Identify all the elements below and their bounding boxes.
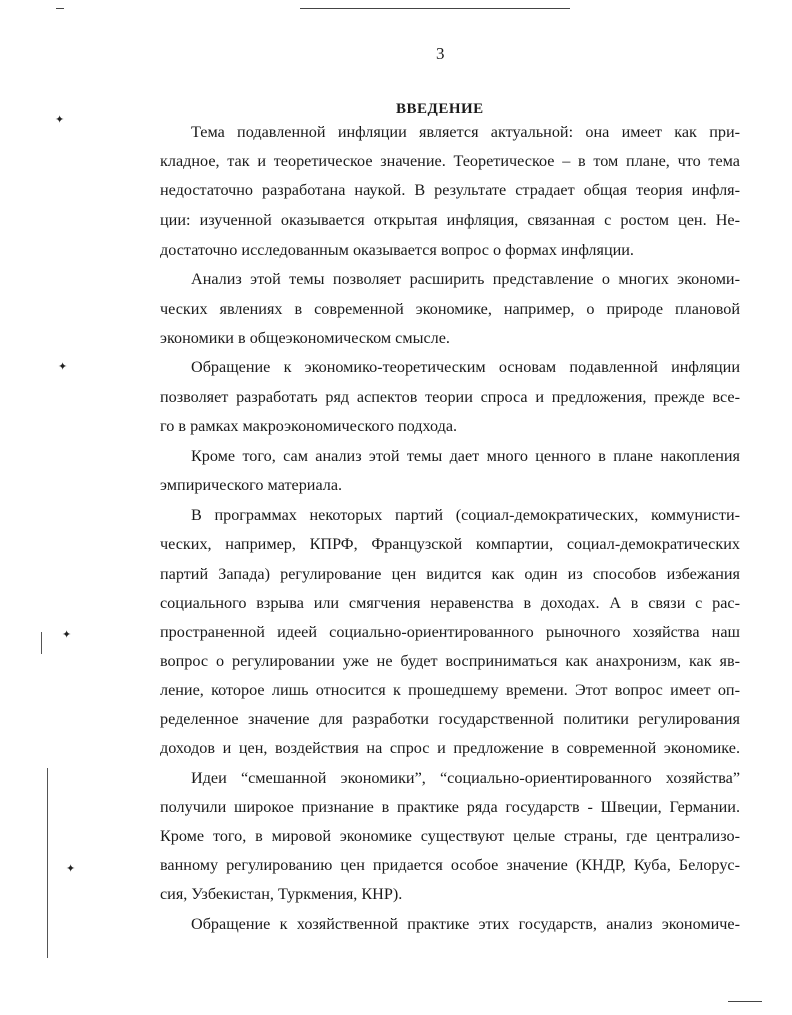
page-number: 3 <box>436 44 445 63</box>
margin-scan-bar <box>41 632 42 654</box>
text-line: Идеи “смешанной экономики”, “социально-ориентированного хозяйства” <box>191 769 740 787</box>
text-line: недостаточно разработана наукой. В результате страдает общая теория инфля- <box>160 181 740 199</box>
star-mark-icon: ✦ <box>58 361 68 373</box>
text-line: Обращение к экономико-теоретическим основам подавленной инфляции <box>191 358 740 376</box>
top-rule-main <box>300 8 570 9</box>
text-line: ределенное значение для разработки государственной политики регулирования <box>160 710 740 728</box>
text-line: Кроме того, в мировой экономике существуют целые страны, где централизо- <box>160 827 740 845</box>
text-line: Анализ этой темы позволяет расширить представление о многих экономи- <box>191 270 740 288</box>
text-line: В программах некоторых партий (социал-демократических, коммунисти- <box>191 506 740 524</box>
text-line: пространенной идеей социально-ориентированного рыночного хозяйства наш <box>160 623 740 641</box>
text-line: го в рамках макроэкономического подхода. <box>160 417 458 435</box>
bottom-dash <box>728 1001 762 1002</box>
text-line: получили широкое признание в практике ряда государств - Швеции, Германии. <box>160 798 740 816</box>
star-mark-icon: ✦ <box>55 114 65 126</box>
text-line: Кроме того, сам анализ этой темы дает много ценного в плане накопления <box>191 447 740 465</box>
text-line: ции: изученной оказывается открытая инфляция, связанная с ростом цен. Не- <box>160 211 740 229</box>
top-rule-left <box>56 8 64 9</box>
margin-scan-bar <box>47 768 48 958</box>
text-line: позволяет разработать ряд аспектов теории спроса и предложения, прежде все- <box>160 388 740 406</box>
text-line: социального взрыва или смягчения неравенства в доходах. А в связи с рас- <box>160 594 740 612</box>
text-line: ческих, например, КПРФ, Французской компартии, социал-демократических <box>160 535 740 553</box>
text-line: партий Запада) регулирование цен видится как один из способов избежания <box>160 565 740 583</box>
text-line: ческих явлениях в современной экономике, например, о природе плановой <box>160 300 740 318</box>
text-line: ление, которое лишь относится к прошедшему времени. Этот вопрос имеет оп- <box>160 681 740 699</box>
text-line: вопрос о регулировании уже не будет восприниматься как анахронизм, как яв- <box>160 652 740 670</box>
text-line: экономики в общеэкономическом смысле. <box>160 329 450 347</box>
text-line: сия, Узбекистан, Туркмения, КНР). <box>160 885 403 903</box>
text-line: ванному регулированию цен придается особое значение (КНДР, Куба, Белорус- <box>160 856 740 874</box>
star-mark-icon: ✦ <box>62 629 72 641</box>
page-title: ВВЕДЕНИЕ <box>396 101 484 117</box>
text-line: эмпирического материала. <box>160 476 343 494</box>
text-line: Обращение к хозяйственной практике этих государств, анализ экономиче- <box>191 915 740 933</box>
star-mark-icon: ✦ <box>66 863 76 875</box>
text-line: доходов и цен, воздействия на спрос и предложение в современной экономике. <box>160 739 740 757</box>
text-line: Тема подавленной инфляции является актуальной: она имеет как при- <box>191 123 740 141</box>
text-line: кладное, так и теоретическое значение. Теоретическое – в том плане, что тема <box>160 152 740 170</box>
text-line: достаточно исследованным оказывается вопрос о формах инфляции. <box>160 241 634 259</box>
